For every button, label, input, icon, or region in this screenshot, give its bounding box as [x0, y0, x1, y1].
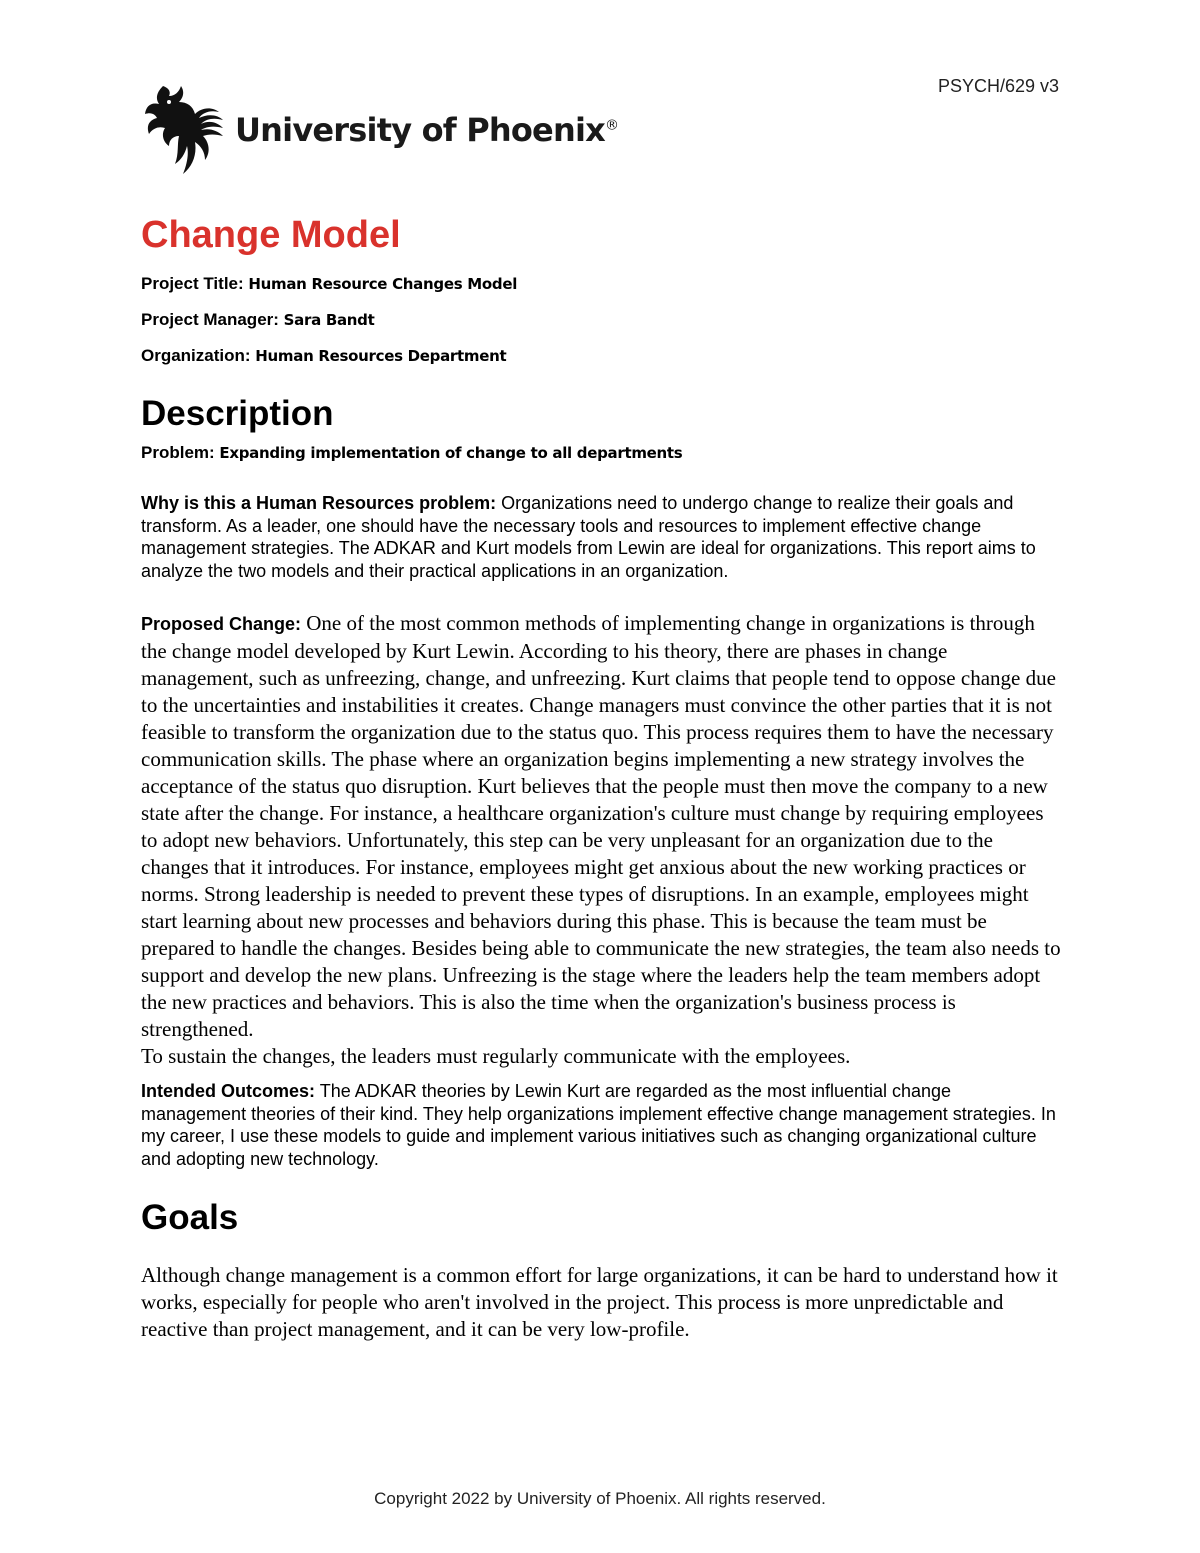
proposed-change-paragraph-2: To sustain the changes, the leaders must regularly communicate with the employees. [141, 1044, 851, 1068]
proposed-change-paragraph [141, 610, 1061, 1043]
course-code: PSYCH/629 v3 [937, 76, 1059, 96]
problem-value: Expanding implementation of change to all departments [219, 444, 683, 462]
document-content [141, 212, 1061, 1343]
project-manager-label: Project Manager: [141, 310, 279, 329]
outcomes-text: The ADKAR theories by Lewin Kurt are regarded as the most influential change management theories of their kind. They help organizations implement effective change management strategies. In my career, I use these models to guide and implement various initiatives such as changing organizational culture and adopting new technology. [141, 1081, 1056, 1169]
organization-label: Organization: [141, 346, 251, 365]
proposed-label: Proposed Change: [141, 614, 302, 634]
project-title-label: Project Title: [141, 274, 244, 293]
logo-text [235, 111, 618, 149]
problem-label: Problem: [141, 443, 215, 462]
intended-outcomes-paragraph [141, 1080, 1061, 1170]
organization-line [141, 344, 1061, 368]
why-label: Why is this a Human Resources problem: [141, 493, 497, 513]
goals-heading: Goals [141, 1198, 239, 1237]
registered-mark: ® [604, 117, 619, 134]
description-heading: Description [141, 394, 334, 433]
project-title-line [141, 272, 1061, 296]
project-title-value: Human Resource Changes Model [248, 275, 518, 293]
goals-paragraph: Although change management is a common effort for large organizations, it can be hard to understand how it works, especially for people who aren't involved in the project. This process is more unpredictable and reactive than project management, and it can be very low-profile. [141, 1263, 1058, 1341]
proposed-text: One of the most common methods of implementing change in organizations is through the change model developed by Kurt Lewin. According to his theory, there are phases in change management, such as unfreezing, change, and unfreezing. Kurt claims that people tend to oppose change due to the uncertainties and instabilities it creates. Change managers must convince the other parties that it is not feasible to transform the organization due to the status quo. This process requires them to have the necessary communication skills. The phase where an organization begins implementing a new strategy involves the acceptance of the status quo disruption. Kurt believes that the people must then move the company to a new state after the change. For instance, a healthcare organization's culture must change by requiring employees to adopt new behaviors. Unfortunately, this step can be very unpleasant for an organization due to the changes that it introduces. For instance, employees might get anxious about the new working practices or norms. Strong leadership is needed to prevent these types of disruptions. In an example, employees might start learning about new processes and behaviors during this phase. This is because the team must be prepared to handle the changes. Besides being able to communicate the new strategies, the team also needs to support and develop the new plans. Unfreezing is the stage where the leaders help the team members adopt the new practices and behaviors. This is also the time when the organization's business process is strengthened. [141, 611, 1061, 1041]
logo-wordmark: University of Phoenix [235, 111, 605, 149]
phoenix-bird-icon [143, 84, 225, 176]
university-logo [143, 84, 618, 176]
page-title: Change Model [141, 214, 401, 256]
project-manager-line [141, 308, 1061, 332]
outcomes-label: Intended Outcomes: [141, 1081, 316, 1101]
why-text: Organizations need to undergo change to realize their goals and transform. As a leader, one should have the necessary tools and resources to implement effective change management strategies. The ADKAR and Kurt models from Lewin are ideal for organizations. This report aims to analyze the two models and their practical applications in an organization. [141, 493, 1036, 581]
problem-line [141, 442, 1061, 464]
project-manager-value: Sara Bandt [283, 311, 375, 329]
why-paragraph [141, 492, 1061, 582]
organization-value: Human Resources Department [255, 347, 507, 365]
copyright-footer: Copyright 2022 by University of Phoenix. All rights reserved. [374, 1489, 826, 1508]
